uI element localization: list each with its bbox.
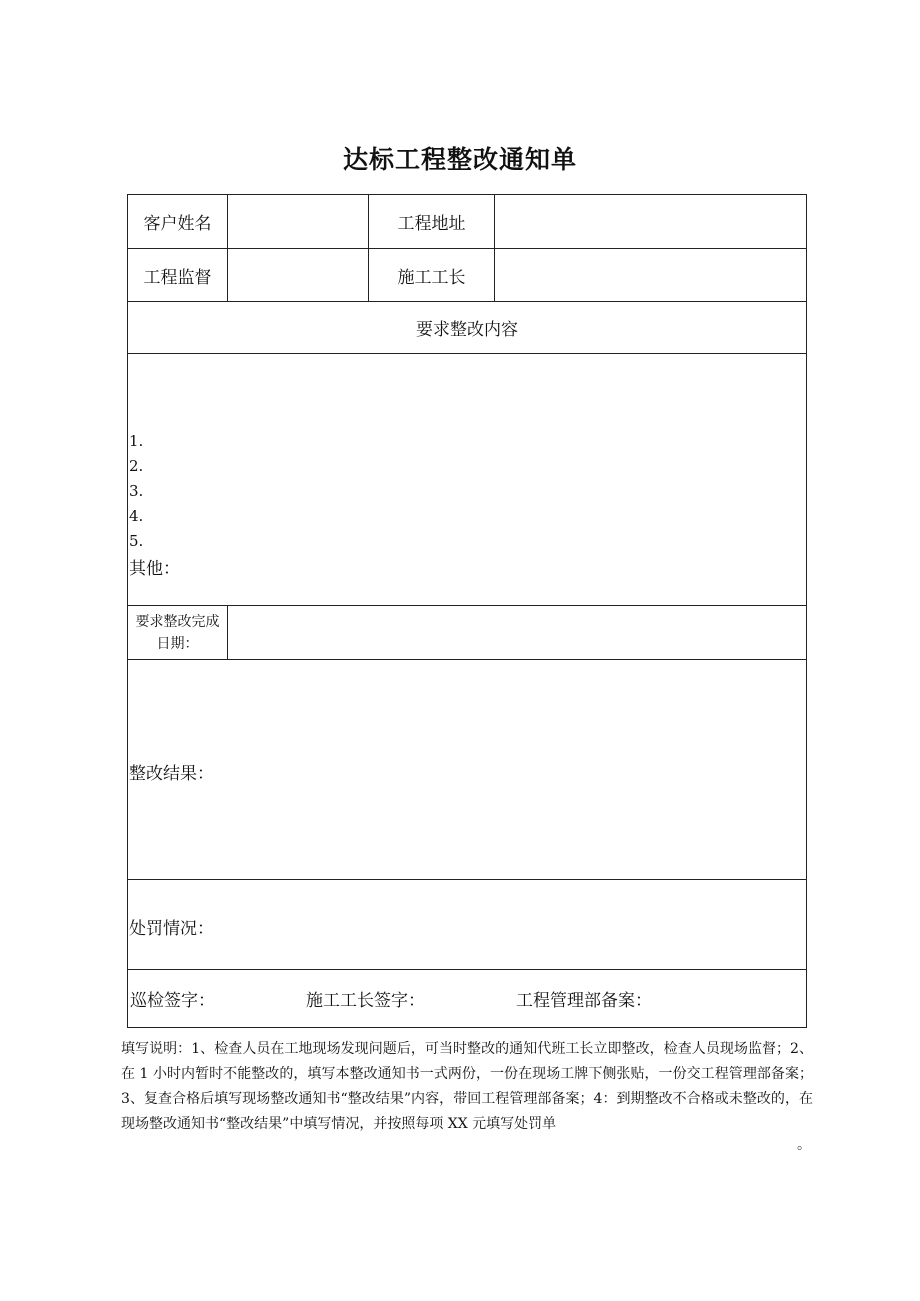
rectification-content-header: 要求整改内容 [128, 302, 807, 354]
rectification-form [127, 194, 807, 1028]
project-address-field[interactable] [495, 195, 807, 249]
end-mark: 。 [797, 1137, 811, 1153]
customer-name-label: 客户姓名 [128, 195, 228, 249]
deadline-label [128, 606, 228, 660]
deadline-field[interactable] [228, 606, 807, 660]
result-area[interactable] [128, 660, 807, 880]
penalty-label: 处罚情况： [129, 919, 214, 939]
dept-record-label: 工程管理部备案： [516, 991, 652, 1011]
list-item: 4. [129, 507, 144, 525]
result-label: 整改结果： [129, 764, 214, 784]
list-item: 1. [129, 432, 144, 450]
deadline-label-line2: 日期： [156, 635, 199, 652]
list-item: 5. [129, 532, 144, 550]
deadline-label-line1: 要求整改完成 [135, 613, 220, 630]
signature-row[interactable] [128, 970, 807, 1028]
fill-instructions: 填写说明：1、检查人员在工地现场发现问题后，可当时整改的通知代班工长立即整改，检查人员现场监督；2、在 1 小时内暂时不能整改的，填写本整改通知书一式两份，一份在现场工牌下侧张贴，一份交工程管理部备案；3、复查合格后填写现场整改通知书“整改结果”内容，带回工程管理部备案；4：到期整改不合格或未整改的，在现场整改通知书“整改结果”中填写情况，并按照每项 XX 元填写处罚单 [121, 1041, 813, 1132]
foreman-label: 施工工长 [369, 249, 495, 302]
rectification-content-area[interactable] [128, 354, 807, 606]
supervisor-label: 工程监督 [128, 249, 228, 302]
customer-name-field[interactable] [228, 195, 369, 249]
list-item: 3. [129, 482, 144, 500]
foreman-signature-label: 施工工长签字： [306, 991, 425, 1011]
foreman-field[interactable] [495, 249, 807, 302]
page-title: 达标工程整改通知单 [342, 145, 577, 174]
other-label: 其他： [129, 559, 180, 579]
penalty-area[interactable] [128, 880, 807, 970]
project-address-label: 工程地址 [369, 195, 495, 249]
inspector-signature-label: 巡检签字： [130, 991, 215, 1011]
supervisor-field[interactable] [228, 249, 369, 302]
list-item: 2. [129, 457, 144, 475]
